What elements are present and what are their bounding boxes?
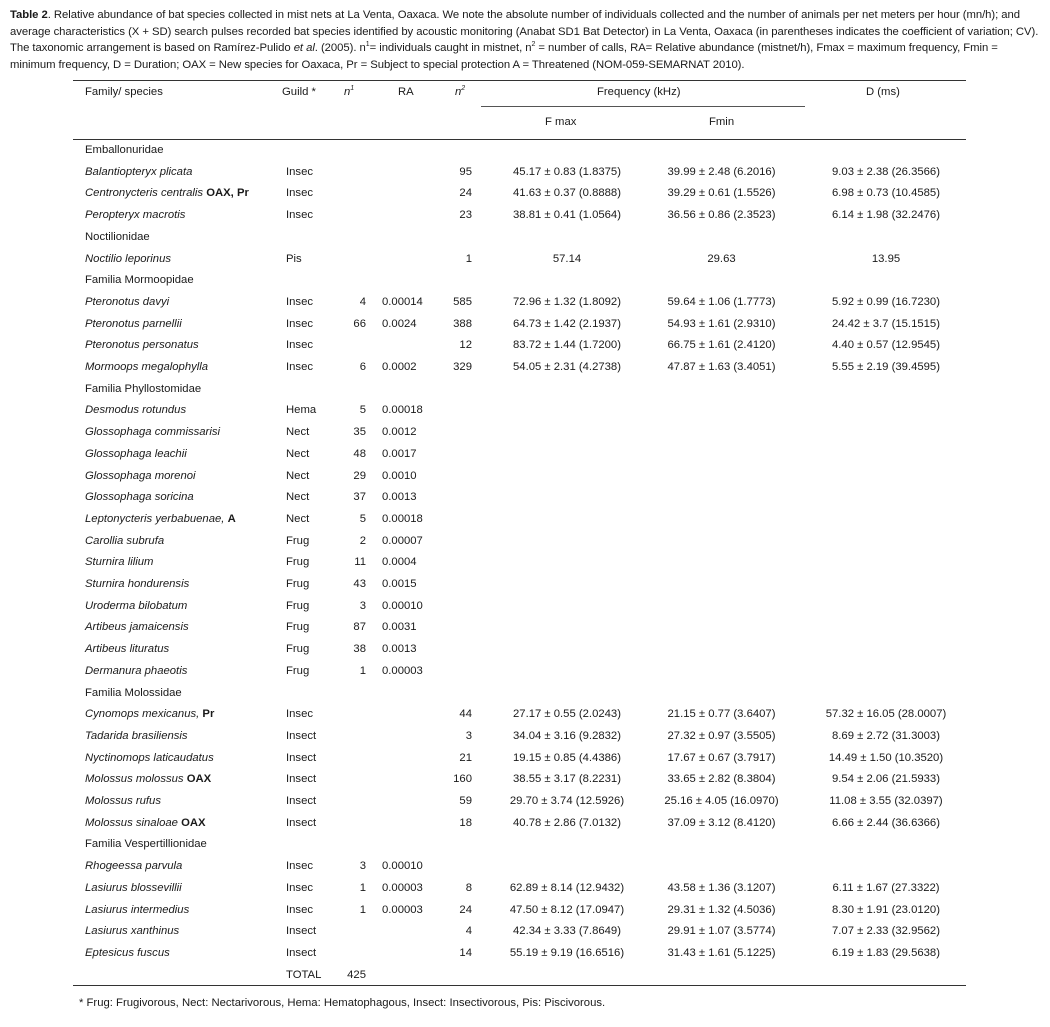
fmax-cell: 64.73 ± 1.42 (2.1937) xyxy=(513,317,621,330)
fmin-cell: 21.15 ± 0.77 (3.6407) xyxy=(667,708,776,721)
species-binomial: Glossophaga commissarisi xyxy=(85,426,220,439)
duration-cell: 57.32 ± 16.05 (28.0007) xyxy=(825,708,947,721)
species-name xyxy=(85,878,182,900)
species-binomial: Tadarida brasiliensis xyxy=(85,729,188,742)
fmax-cell: 47.50 ± 8.12 (17.0947) xyxy=(509,903,625,916)
species-binomial: Mormoops megalophylla xyxy=(85,361,209,373)
n1-cell: 4 xyxy=(359,295,366,308)
guild-cell: Nect xyxy=(286,426,310,439)
species-name xyxy=(85,205,185,227)
n1-cell: 38 xyxy=(353,643,366,656)
species-row xyxy=(0,292,1050,314)
guild-cell: Insec xyxy=(286,339,314,352)
n2-cell: 4 xyxy=(465,925,472,938)
ra-cell: 0.00018 xyxy=(382,404,423,417)
header-fmin: Fmin xyxy=(709,116,735,128)
family-row xyxy=(0,227,1050,249)
guild-cell: Insec xyxy=(286,295,314,308)
species-row xyxy=(0,357,1050,379)
family-name: Emballonuridae xyxy=(85,144,164,156)
n2-cell: 95 xyxy=(459,165,472,178)
species-row xyxy=(0,878,1050,900)
fmax-cell: 27.17 ± 0.55 (2.0243) xyxy=(513,708,621,721)
fmax-cell: 34.04 ± 3.16 (9.2832) xyxy=(513,729,621,742)
species-row xyxy=(0,661,1050,683)
guild-cell: Insect xyxy=(286,773,317,786)
species-binomial: Carollia subrufa xyxy=(85,534,165,547)
fmin-cell: 39.99 ± 2.48 (6.2016) xyxy=(667,165,776,178)
duration-cell: 6.98 ± 0.73 (10.4585) xyxy=(832,187,940,200)
header-n2-symbol: n xyxy=(455,86,462,98)
caption-text: . Relative abundance of bat species collected in mist nets at La Venta, Oaxaca. We note the absolute number of individuals collected and the number of animals per net meters per hour (mn/h); and average characteristics (X + SD) search pulses recorded bat species identified by acoustic monitoring (Anabat SD1 Bat Detector) in La Venta, Oaxaca (in parentheses indicates the coefficient of variation; CV). The taxonomic arrangement is based on Ramírez-Pulido xyxy=(10,9,1039,54)
duration-cell: 8.30 ± 1.91 (23.0120) xyxy=(832,903,940,916)
species-binomial: Lasiurus intermedius xyxy=(85,903,190,916)
n2-cell: 59 xyxy=(459,795,472,807)
species-row xyxy=(0,487,1050,509)
guild-cell: Insec xyxy=(286,361,314,373)
fmin-cell: 29.31 ± 1.32 (4.5036) xyxy=(667,903,776,916)
species-status-tag: Pr xyxy=(202,708,215,721)
species-binomial: Noctilio leporinus xyxy=(85,252,172,265)
species-row xyxy=(0,249,1050,271)
family-row xyxy=(0,834,1050,856)
species-row xyxy=(0,335,1050,357)
species-binomial: Glossophaga soricina xyxy=(85,491,194,504)
species-row xyxy=(0,856,1050,878)
species-name xyxy=(85,639,169,661)
duration-cell: 6.11 ± 1.67 (27.3322) xyxy=(832,881,940,894)
species-name xyxy=(85,162,192,184)
header-frequency: Frequency (kHz) xyxy=(597,86,681,98)
guild-cell: Nect xyxy=(286,469,310,482)
n2-cell: 24 xyxy=(459,187,472,200)
n2-cell: 329 xyxy=(453,361,472,373)
ra-cell: 0.0031 xyxy=(382,621,417,634)
species-name xyxy=(85,487,194,509)
species-row xyxy=(0,596,1050,618)
fmin-cell: 54.93 ± 1.61 (2.9310) xyxy=(667,317,776,330)
ra-cell: 0.00003 xyxy=(382,664,423,677)
fmax-cell: 72.96 ± 1.32 (1.8092) xyxy=(513,295,621,308)
header-family-species: Family/ species xyxy=(85,86,163,98)
header-n2 xyxy=(455,86,465,98)
species-binomial: Artibeus lituratus xyxy=(85,643,170,656)
species-status-tag: OAX xyxy=(186,773,212,786)
guild-cell: Insect xyxy=(286,729,317,742)
species-name xyxy=(85,531,164,553)
species-row xyxy=(0,574,1050,596)
caption-label: Table 2 xyxy=(10,9,48,21)
species-name xyxy=(85,314,182,336)
guild-cell: Pis xyxy=(286,252,302,265)
duration-cell: 9.03 ± 2.38 (26.3566) xyxy=(832,165,940,178)
fmax-cell: 45.17 ± 0.83 (1.8375) xyxy=(513,165,621,178)
duration-cell: 5.55 ± 2.19 (39.4595) xyxy=(832,361,940,373)
fmin-cell: 59.64 ± 1.06 (1.7773) xyxy=(667,295,776,308)
n1-cell: 1 xyxy=(359,903,366,916)
fmin-cell: 31.43 ± 1.61 (5.1225) xyxy=(667,946,776,959)
caption-text-4: = number of calls, RA= Relative abundance (mistnet/h), Fmax = maximum frequency, Fmin = minimum frequency, D = Duration; OAX = New species for Oaxaca, Pr = Subject to special protection A = Threatened (NOM-059-SEMARNAT 2010). xyxy=(10,42,998,71)
species-name xyxy=(85,748,214,770)
family-row xyxy=(0,270,1050,292)
ra-cell: 0.0013 xyxy=(382,643,417,656)
n2-cell: 21 xyxy=(459,751,472,764)
fmin-cell: 33.65 ± 2.82 (8.3804) xyxy=(667,773,776,786)
guild-cell: Frug xyxy=(286,664,310,677)
frequency-span-rule xyxy=(481,106,805,107)
species-binomial: Dermanura phaeotis xyxy=(85,664,188,677)
fmax-cell: 54.05 ± 2.31 (4.2738) xyxy=(513,361,621,373)
species-row xyxy=(0,943,1050,965)
species-row xyxy=(0,639,1050,661)
header-duration: D (ms) xyxy=(866,86,900,98)
guild-cell: Insec xyxy=(286,708,314,721)
species-name xyxy=(85,422,220,444)
species-binomial: Molossus molossus xyxy=(85,773,184,786)
caption-sup-2: 2 xyxy=(531,41,536,49)
guild-cell: Insec xyxy=(286,187,314,200)
table-caption xyxy=(10,7,1042,73)
family-row xyxy=(0,683,1050,705)
species-row xyxy=(0,921,1050,943)
species-binomial: Molossus rufus xyxy=(85,795,161,807)
n2-cell: 18 xyxy=(459,816,472,829)
ra-cell: 0.00003 xyxy=(382,881,423,894)
fmax-cell: 42.34 ± 3.33 (7.8649) xyxy=(513,925,621,938)
fmax-cell: 62.89 ± 8.14 (12.9432) xyxy=(509,881,625,894)
species-row xyxy=(0,726,1050,748)
species-name xyxy=(85,552,153,574)
ra-cell: 0.0024 xyxy=(382,317,417,330)
n1-cell: 66 xyxy=(353,317,366,330)
species-binomial: Lasiurus blossevillii xyxy=(85,881,182,894)
species-name xyxy=(85,292,169,314)
species-binomial: Nyctinomops laticaudatus xyxy=(85,751,214,764)
guild-cell: Nect xyxy=(286,512,310,525)
duration-cell: 6.19 ± 1.83 (29.5638) xyxy=(832,946,940,959)
species-name xyxy=(85,574,189,596)
guild-cell: Insec xyxy=(286,860,314,873)
guild-cell: Hema xyxy=(286,404,317,417)
family-row xyxy=(0,140,1050,162)
n1-cell: 2 xyxy=(359,534,366,547)
species-status-tag: OAX xyxy=(181,816,206,829)
species-name xyxy=(85,357,208,379)
species-binomial: Sturnira hondurensis xyxy=(85,578,190,590)
caption-sup-1: 1 xyxy=(365,41,370,49)
species-name xyxy=(85,943,170,965)
species-row xyxy=(0,791,1050,813)
n2-cell: 44 xyxy=(459,708,472,721)
ra-cell: 0.0013 xyxy=(382,491,417,504)
fmax-cell: 40.78 ± 2.86 (7.0132) xyxy=(513,816,621,829)
guild-cell: Insect xyxy=(286,751,317,764)
species-name xyxy=(85,704,214,726)
n2-cell: 1 xyxy=(465,252,472,265)
caption-text-2: . (2005). n xyxy=(314,42,366,54)
guild-cell: Insect xyxy=(286,946,317,959)
n1-cell: 6 xyxy=(359,361,366,373)
header-ra: RA xyxy=(398,86,414,98)
table-top-rule xyxy=(73,80,966,81)
n2-cell: 585 xyxy=(453,295,472,308)
ra-cell: 0.0017 xyxy=(382,447,417,460)
guild-cell: Insect xyxy=(286,816,317,829)
species-row xyxy=(0,900,1050,922)
n1-cell: 48 xyxy=(353,447,366,460)
species-binomial: Glossophaga morenoi xyxy=(85,469,196,482)
fmin-cell: 36.56 ± 0.86 (2.3523) xyxy=(667,209,776,222)
header-n1-symbol: n xyxy=(344,86,351,98)
guild-cell: Insec xyxy=(286,903,314,916)
species-name xyxy=(85,856,182,878)
species-row xyxy=(0,183,1050,205)
species-name xyxy=(85,335,199,357)
ra-cell: 0.0004 xyxy=(382,556,417,569)
species-binomial: Pteronotus davyi xyxy=(85,295,170,308)
header-guild: Guild * xyxy=(282,86,316,98)
n2-cell: 24 xyxy=(459,903,472,916)
species-row xyxy=(0,400,1050,422)
guild-cell: Insect xyxy=(286,795,317,807)
n1-cell: 3 xyxy=(359,599,366,612)
header-n1 xyxy=(344,86,354,98)
species-name xyxy=(85,813,206,835)
species-row xyxy=(0,769,1050,791)
species-row xyxy=(0,813,1050,835)
n1-cell: 5 xyxy=(359,404,366,417)
caption-text-3: = individuals caught in mistnet, n xyxy=(369,42,532,54)
ra-cell: 0.00014 xyxy=(382,295,423,308)
guild-cell: Frug xyxy=(286,643,310,656)
duration-cell: 7.07 ± 2.33 (32.9562) xyxy=(832,925,940,938)
ra-cell: 0.0010 xyxy=(382,469,417,482)
species-binomial: Sturnira lilium xyxy=(85,556,154,569)
duration-cell: 6.14 ± 1.98 (32.2476) xyxy=(832,209,940,222)
family-name: Familia Mormoopidae xyxy=(85,274,194,287)
species-name xyxy=(85,617,189,639)
fmax-cell: 19.15 ± 0.85 (4.4386) xyxy=(513,751,621,764)
duration-cell: 24.42 ± 3.7 (15.1515) xyxy=(832,317,940,330)
species-binomial: Centronycteris centralis xyxy=(85,187,204,200)
fmin-cell: 37.09 ± 3.12 (8.4120) xyxy=(667,816,776,829)
fmin-cell: 47.87 ± 1.63 (3.4051) xyxy=(667,361,776,373)
species-name xyxy=(85,791,161,813)
family-name: Familia Molossidae xyxy=(85,686,182,699)
species-row xyxy=(0,205,1050,227)
species-row xyxy=(0,444,1050,466)
species-binomial: Uroderma bilobatum xyxy=(85,599,188,612)
species-row xyxy=(0,314,1050,336)
n2-cell: 12 xyxy=(459,339,472,352)
n2-cell: 14 xyxy=(459,946,472,959)
family-name: Familia Vespertillionidae xyxy=(85,838,207,851)
header-fmax: F max xyxy=(545,116,577,128)
ra-cell: 0.00018 xyxy=(382,512,423,525)
n1-cell: 37 xyxy=(353,491,366,504)
guild-cell: Frug xyxy=(286,556,310,569)
table-footnote: * Frug: Frugivorous, Nect: Nectarivorous, Hema: Hematophagous, Insect: Insectivorous, Pis: Piscivorous. xyxy=(79,997,606,1009)
n1-cell: 87 xyxy=(353,621,366,634)
n1-cell: 3 xyxy=(359,860,366,873)
species-row xyxy=(0,552,1050,574)
ra-cell: 0.00010 xyxy=(382,860,423,873)
header-n1-sup: 1 xyxy=(350,85,355,93)
total-row xyxy=(0,965,1050,987)
species-row xyxy=(0,617,1050,639)
species-binomial: Artibeus jamaicensis xyxy=(85,621,189,634)
guild-cell: Insec xyxy=(286,881,314,894)
guild-cell: Nect xyxy=(286,491,310,504)
fmin-cell: 29.63 xyxy=(707,252,736,265)
species-name xyxy=(85,596,187,618)
ra-cell: 0.0012 xyxy=(382,426,417,439)
species-name xyxy=(85,769,211,791)
n1-cell: 35 xyxy=(353,426,366,439)
guild-cell: Frug xyxy=(286,621,310,634)
duration-cell: 5.92 ± 0.99 (16.7230) xyxy=(832,295,940,308)
fmax-cell: 41.63 ± 0.37 (0.8888) xyxy=(513,187,621,200)
n2-cell: 23 xyxy=(459,209,472,222)
n2-cell: 8 xyxy=(465,881,472,894)
species-name xyxy=(85,509,236,531)
species-binomial: Desmodus rotundus xyxy=(85,404,187,417)
species-binomial: Lasiurus xanthinus xyxy=(85,925,180,938)
species-row xyxy=(0,162,1050,184)
family-name: Familia Phyllostomidae xyxy=(85,382,202,395)
species-status-tag: A xyxy=(227,512,236,525)
species-binomial: Glossophaga leachii xyxy=(85,447,187,460)
guild-cell: Insec xyxy=(286,165,314,178)
species-row xyxy=(0,466,1050,488)
species-name xyxy=(85,400,186,422)
guild-cell: Insect xyxy=(286,925,317,938)
n1-cell: 1 xyxy=(359,664,366,677)
species-status-tag: OAX, Pr xyxy=(206,187,249,200)
species-binomial: Eptesicus fuscus xyxy=(85,946,170,959)
fmax-cell: 57.14 xyxy=(552,252,582,265)
fmax-cell: 38.55 ± 3.17 (8.2231) xyxy=(513,773,621,786)
species-name xyxy=(85,183,249,205)
n2-cell: 388 xyxy=(453,317,472,330)
fmax-cell: 29.70 ± 3.74 (12.5926) xyxy=(509,795,625,807)
species-binomial: Peropteryx macrotis xyxy=(85,209,186,222)
species-binomial: Molossus sinaloae xyxy=(85,816,178,829)
species-binomial: Rhogeessa parvula xyxy=(85,860,183,873)
species-row xyxy=(0,509,1050,531)
duration-cell: 9.54 ± 2.06 (21.5933) xyxy=(832,773,940,786)
species-binomial: Cynomops mexicanus, xyxy=(85,708,200,721)
guild-cell: Frug xyxy=(286,578,310,590)
header-n2-sup: 2 xyxy=(461,85,466,93)
duration-cell: 11.08 ± 3.55 (32.0397) xyxy=(829,795,943,807)
ra-cell: 0.0002 xyxy=(382,361,417,373)
total-label: TOTAL xyxy=(286,968,322,981)
family-row xyxy=(0,379,1050,401)
guild-cell: Insec xyxy=(286,209,314,222)
species-name xyxy=(85,444,187,466)
fmax-cell: 83.72 ± 1.44 (1.7200) xyxy=(513,339,621,352)
species-binomial: Leptonycteris yerbabuenae, xyxy=(85,512,225,525)
species-row xyxy=(0,704,1050,726)
species-row xyxy=(0,531,1050,553)
total-n1: 425 xyxy=(347,968,366,981)
family-name: Noctilionidae xyxy=(85,230,150,243)
n1-cell: 1 xyxy=(359,881,366,894)
species-name xyxy=(85,466,196,488)
species-name xyxy=(85,921,179,943)
duration-cell: 13.95 xyxy=(871,252,901,265)
duration-cell: 6.66 ± 2.44 (36.6366) xyxy=(832,816,940,829)
ra-cell: 0.00003 xyxy=(382,903,423,916)
guild-cell: Frug xyxy=(286,534,310,547)
species-binomial: Pteronotus personatus xyxy=(85,339,199,352)
n1-cell: 5 xyxy=(359,512,366,525)
guild-cell: Nect xyxy=(286,447,310,460)
caption-etal: et al xyxy=(293,42,315,54)
ra-cell: 0.00007 xyxy=(382,534,423,547)
guild-cell: Frug xyxy=(286,599,310,612)
species-row xyxy=(0,422,1050,444)
species-binomial: Pteronotus parnellii xyxy=(85,317,182,330)
fmin-cell: 39.29 ± 0.61 (1.5526) xyxy=(667,187,776,200)
fmin-cell: 25.16 ± 4.05 (16.0970) xyxy=(664,795,779,807)
fmin-cell: 17.67 ± 0.67 (3.7917) xyxy=(667,751,776,764)
ra-cell: 0.00010 xyxy=(382,599,423,612)
fmin-cell: 43.58 ± 1.36 (3.1207) xyxy=(667,881,776,894)
fmax-cell: 55.19 ± 9.19 (16.6516) xyxy=(509,946,625,959)
fmax-cell: 38.81 ± 0.41 (1.0564) xyxy=(513,209,621,222)
species-binomial: Balantiopteryx plicata xyxy=(85,165,193,178)
fmin-cell: 27.32 ± 0.97 (3.5505) xyxy=(667,729,776,742)
guild-cell: Insec xyxy=(286,317,314,330)
species-name xyxy=(85,726,188,748)
fmin-cell: 66.75 ± 1.61 (2.4120) xyxy=(667,339,776,352)
n1-cell: 29 xyxy=(353,469,366,482)
species-name xyxy=(85,661,187,683)
fmin-cell: 29.91 ± 1.07 (3.5774) xyxy=(667,925,776,938)
n2-cell: 160 xyxy=(453,773,472,786)
ra-cell: 0.0015 xyxy=(382,578,417,590)
n1-cell: 11 xyxy=(354,556,366,569)
n1-cell: 43 xyxy=(353,578,366,590)
species-row xyxy=(0,748,1050,770)
duration-cell: 14.49 ± 1.50 (10.3520) xyxy=(828,751,944,764)
duration-cell: 4.40 ± 0.57 (12.9545) xyxy=(832,339,940,352)
species-name xyxy=(85,900,189,922)
duration-cell: 8.69 ± 2.72 (31.3003) xyxy=(832,729,940,742)
n2-cell: 3 xyxy=(465,729,472,742)
species-name xyxy=(85,249,171,271)
